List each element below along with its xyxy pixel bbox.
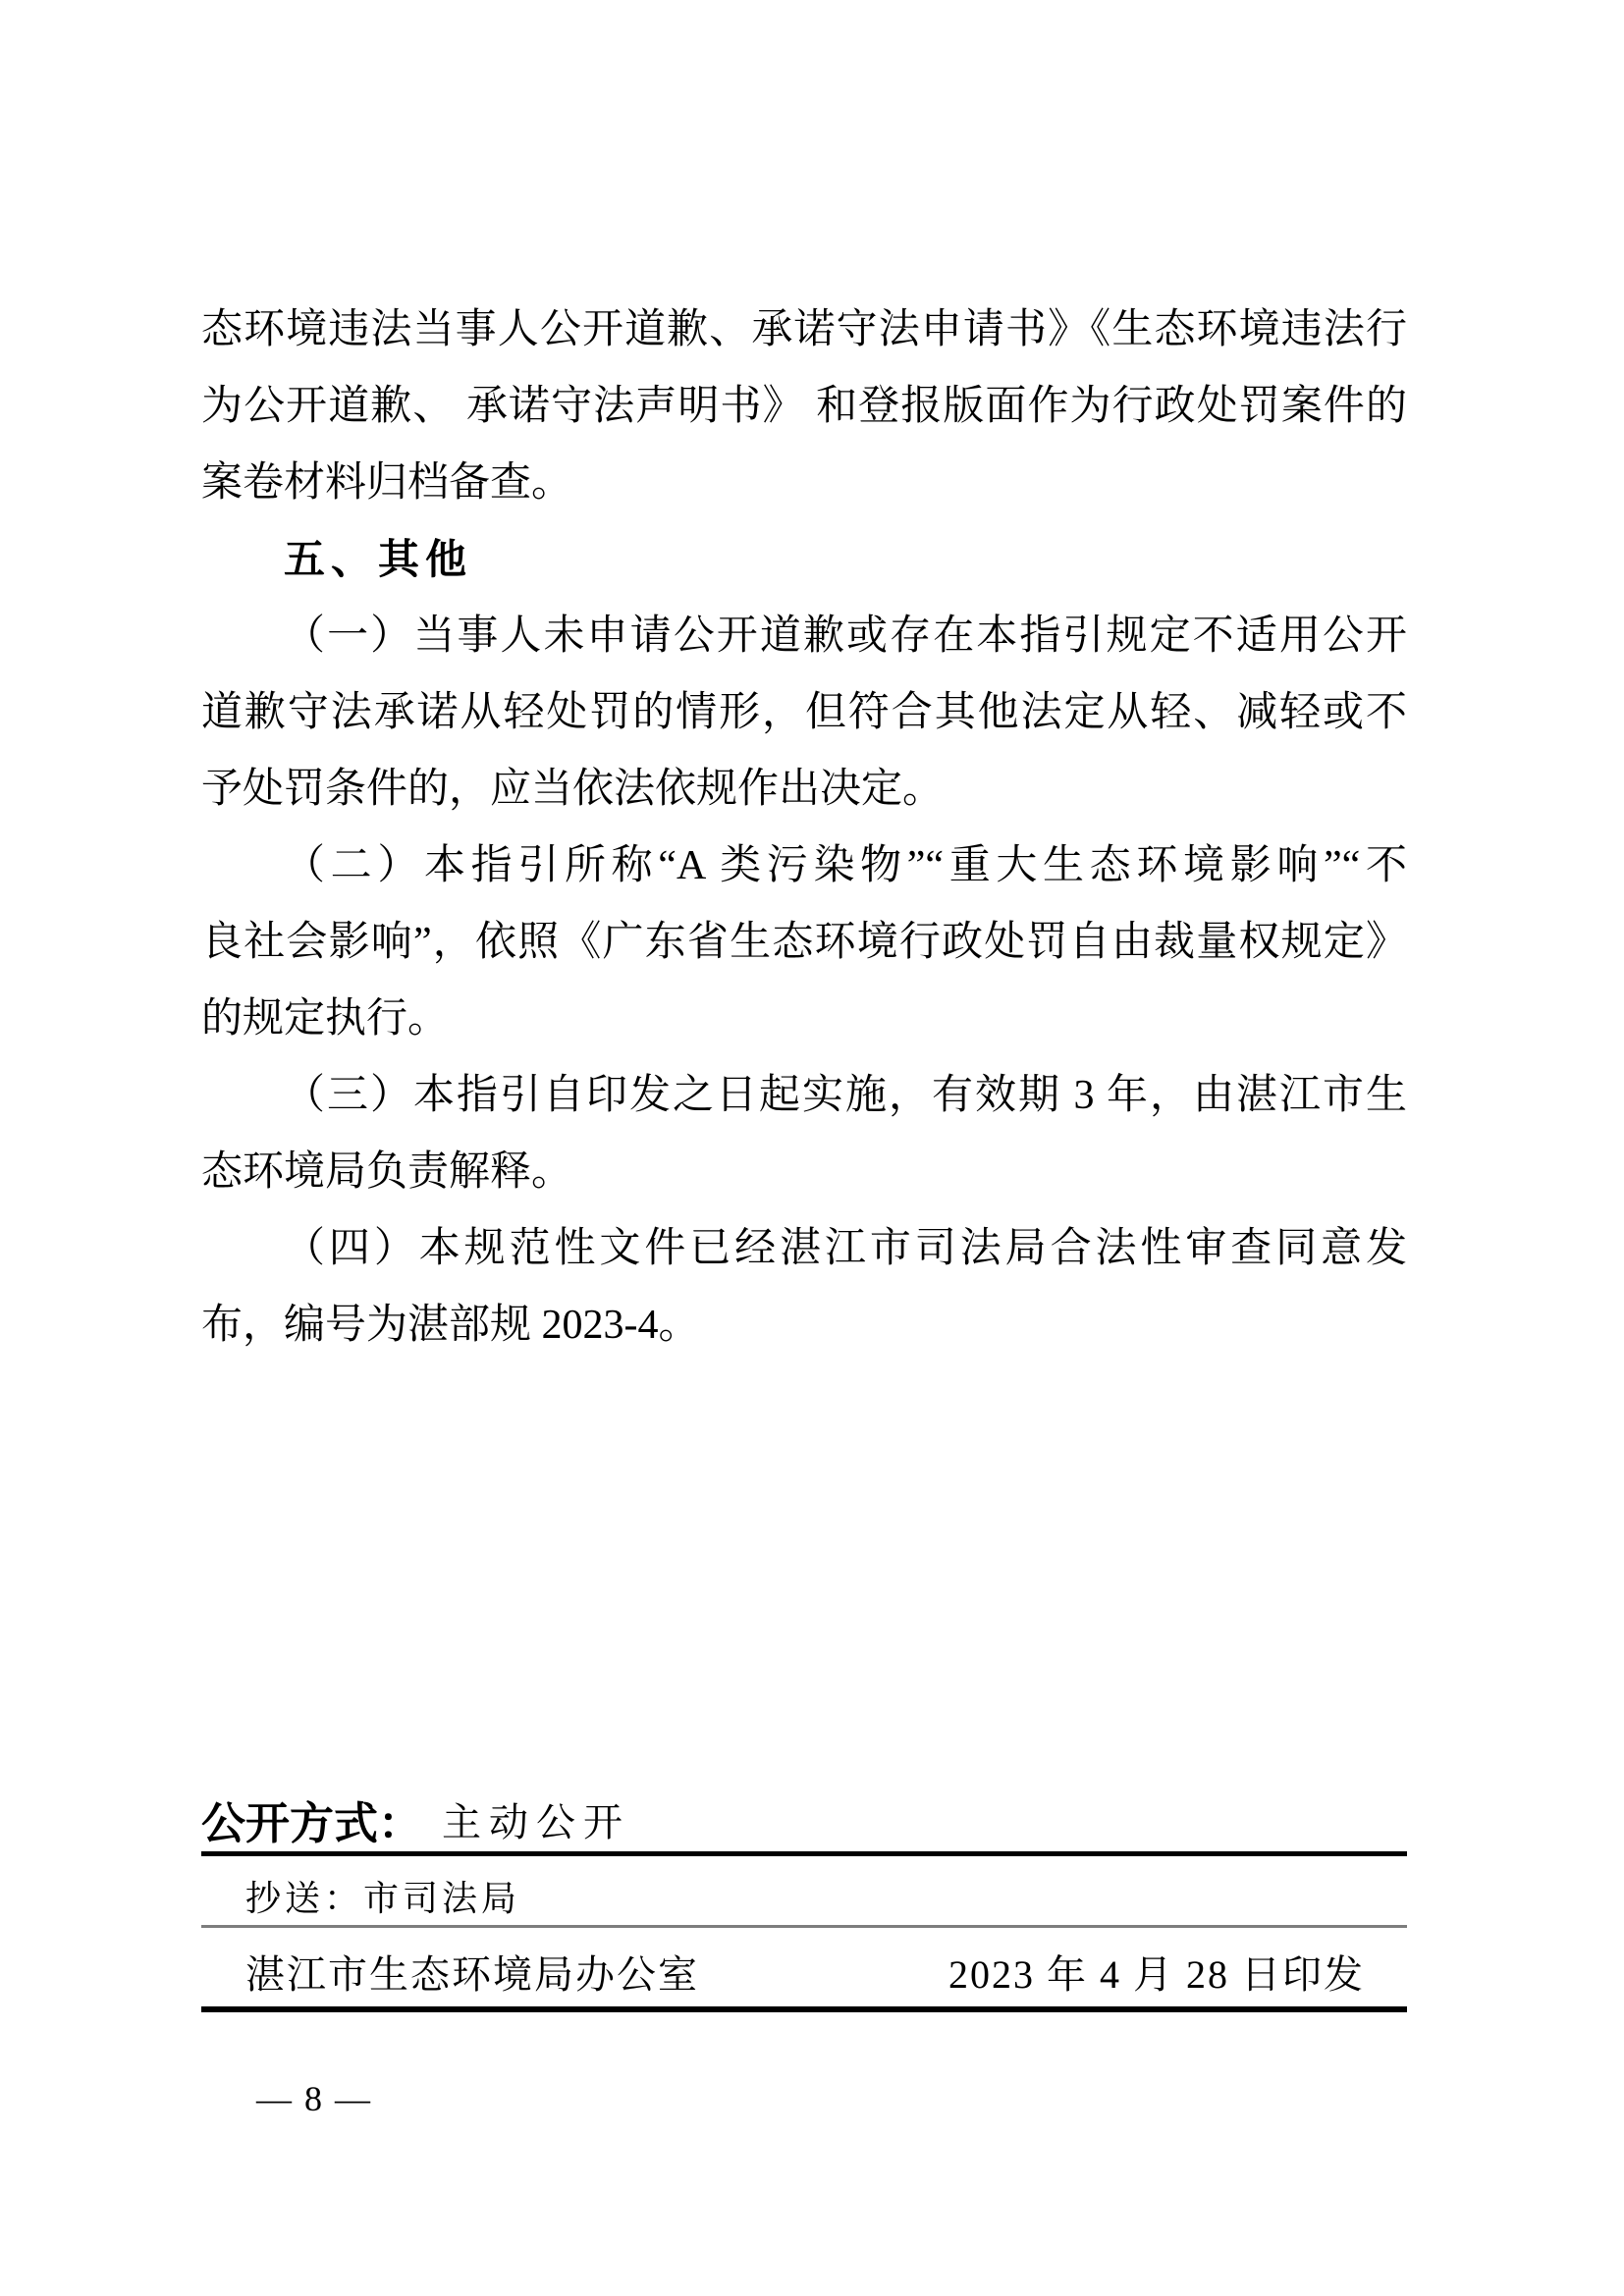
publicity-value: 主动公开 bbox=[442, 1799, 631, 1844]
publicity-label: 公开方式： bbox=[201, 1797, 423, 1848]
body-line: 态环境违法当事人公开道歉、承诺守法申请书》《生态环境违法行 bbox=[201, 307, 1407, 352]
body-line: （四）本规范性文件已经湛江市司法局合法性审查同意发 bbox=[284, 1226, 1407, 1271]
body-line: （三）本指引自印发之日起实施，有效期 3 年，由湛江市生 bbox=[284, 1073, 1407, 1118]
body-line: 为公开道歉、 承诺守法声明书》 和登报版面作为行政处罚案件的 bbox=[201, 384, 1407, 429]
body-line: 良社会影响”，依照《广东省生态环境行政处罚自由裁量权规定》 bbox=[201, 920, 1407, 965]
body-line: （二）本指引所称“A 类污染物”“重大生态环境影响”“不 bbox=[284, 843, 1407, 888]
issuer-row bbox=[245, 1949, 1365, 2001]
print-date: 2023 年 4 月 28 日印发 bbox=[948, 1952, 1365, 1997]
body-line: 案卷材料归档备查。 bbox=[201, 460, 573, 506]
body-line: 的规定执行。 bbox=[201, 996, 450, 1041]
body-line: （一）当事人未申请公开道歉或存在本指引规定不适用公开 bbox=[284, 614, 1407, 659]
body-line: 道歉守法承诺从轻处罚的情形，但符合其他法定从轻、减轻或不 bbox=[201, 690, 1407, 735]
footer-bottom-rule bbox=[201, 2006, 1407, 2012]
footer-top-rule bbox=[201, 1851, 1407, 1856]
page-number: — 8 — bbox=[256, 2079, 372, 2118]
issuer-office: 湛江市生态环境局办公室 bbox=[245, 1952, 699, 1997]
publicity-row bbox=[201, 1790, 630, 1847]
footer-thin-rule bbox=[201, 1925, 1407, 1928]
document-body bbox=[201, 292, 1407, 1363]
cc-line: 抄送：市司法局 bbox=[245, 1879, 521, 1918]
body-line: 布，编号为湛部规 2023-4。 bbox=[201, 1303, 700, 1348]
body-line: 予处罚条件的，应当依法依规作出决定。 bbox=[201, 767, 945, 812]
body-line: 态环境局负责解释。 bbox=[201, 1149, 573, 1195]
section-heading-other: 五、其他 bbox=[284, 536, 473, 582]
